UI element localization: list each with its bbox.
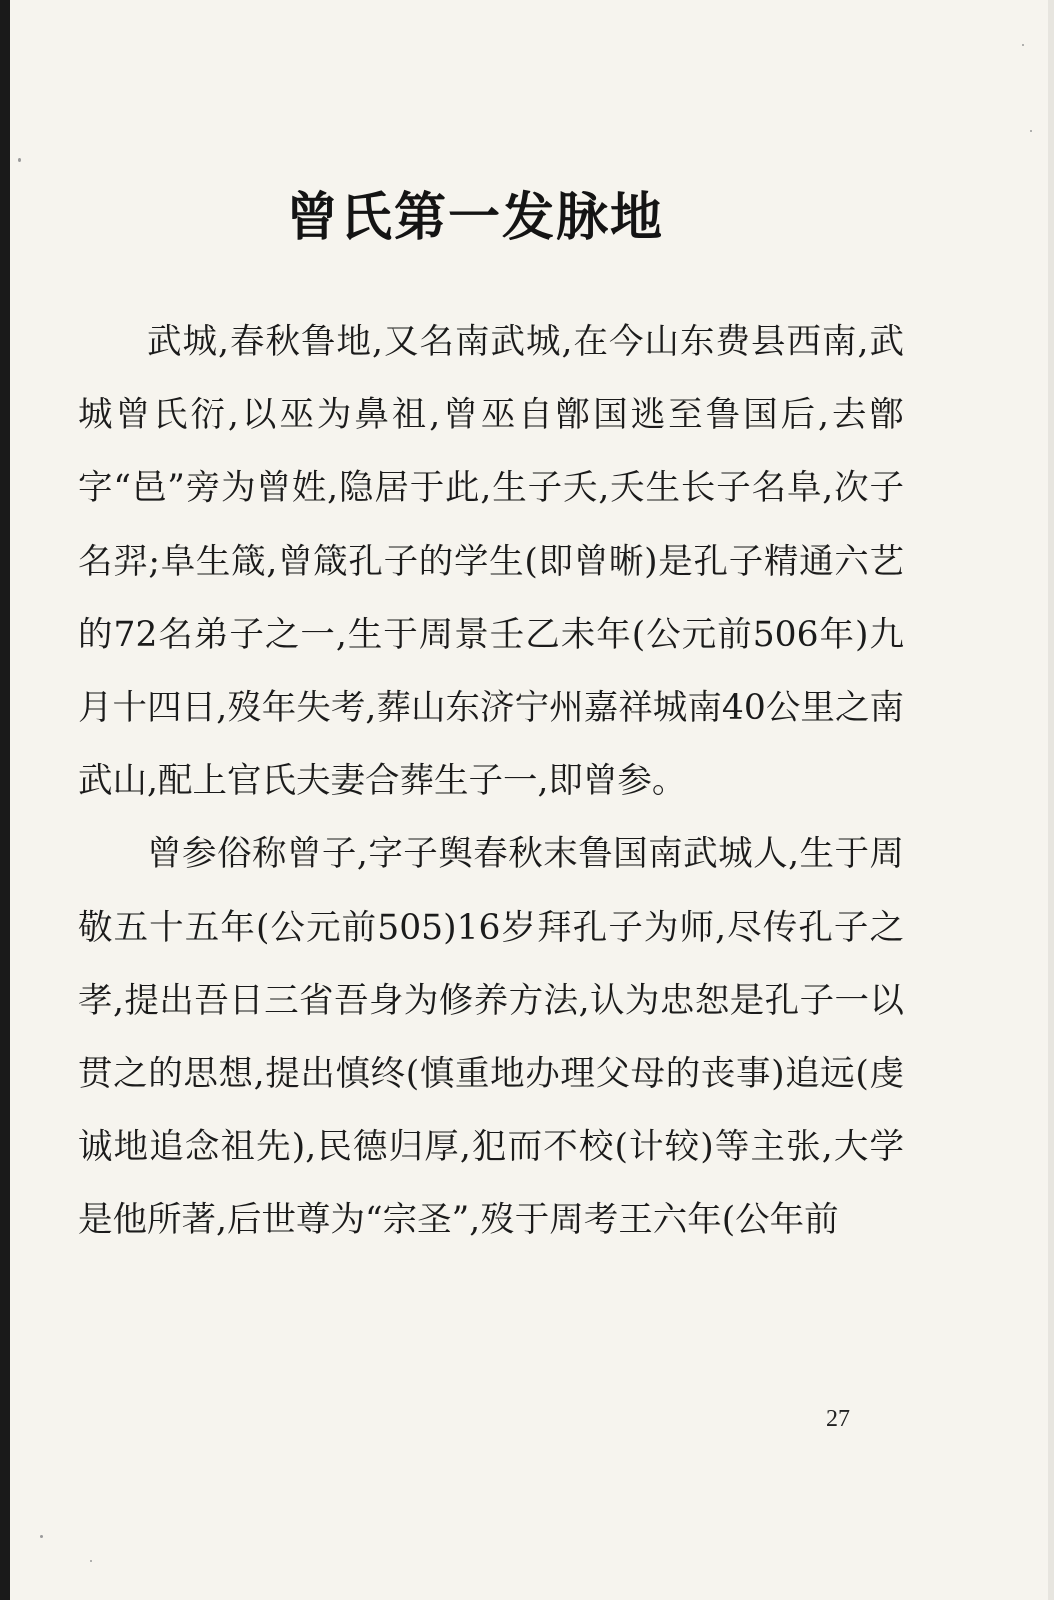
body-text (78, 306, 904, 1258)
page-right-edge (1048, 0, 1054, 1600)
scan-speck (1022, 44, 1024, 46)
paragraph-1: 武城,春秋鲁地,又名南武城,在今山东费县西南,武城曾氏衍,以巫为鼻祖,曾巫自鄫国逃至鲁国后,去鄫字“邑”旁为曾姓,隐居于此,生子夭,夭生长子名阜,次子名羿;阜生箴,曾箴孔子的学生(即曾晰)是孔子精通六艺的72名弟子之一,生于周景壬乙未年(公元前506年)九月十四日,歿年失考,葬山东济宁州嘉祥城南40公里之南武山,配上官氏夫妻合葬生子一,即曾参。 (78, 322, 904, 802)
scan-speck (18, 158, 21, 162)
chapter-title: 曾氏第一发脉地 (285, 187, 664, 248)
paragraph-2: 曾参俗称曾子,字子舆春秋末鲁国南武城人,生于周敬五十五年(公元前505)16岁拜孔子为师,尽传孔子之孝,提出吾日三省吾身为修养方法,认为忠恕是孔子一以贯之的思想,提出慎终(慎重地办理父母的丧事)追远(虔诚地追念祖先),民德归厚,犯而不校(计较)等主张,大学是他所著,后世尊为“宗圣”,歿于周考王六年(公年前 (78, 834, 904, 1241)
scan-speck (1030, 130, 1032, 132)
scan-speck (40, 1535, 43, 1538)
page-number: 27 (826, 1406, 850, 1432)
scan-speck (90, 1560, 92, 1562)
